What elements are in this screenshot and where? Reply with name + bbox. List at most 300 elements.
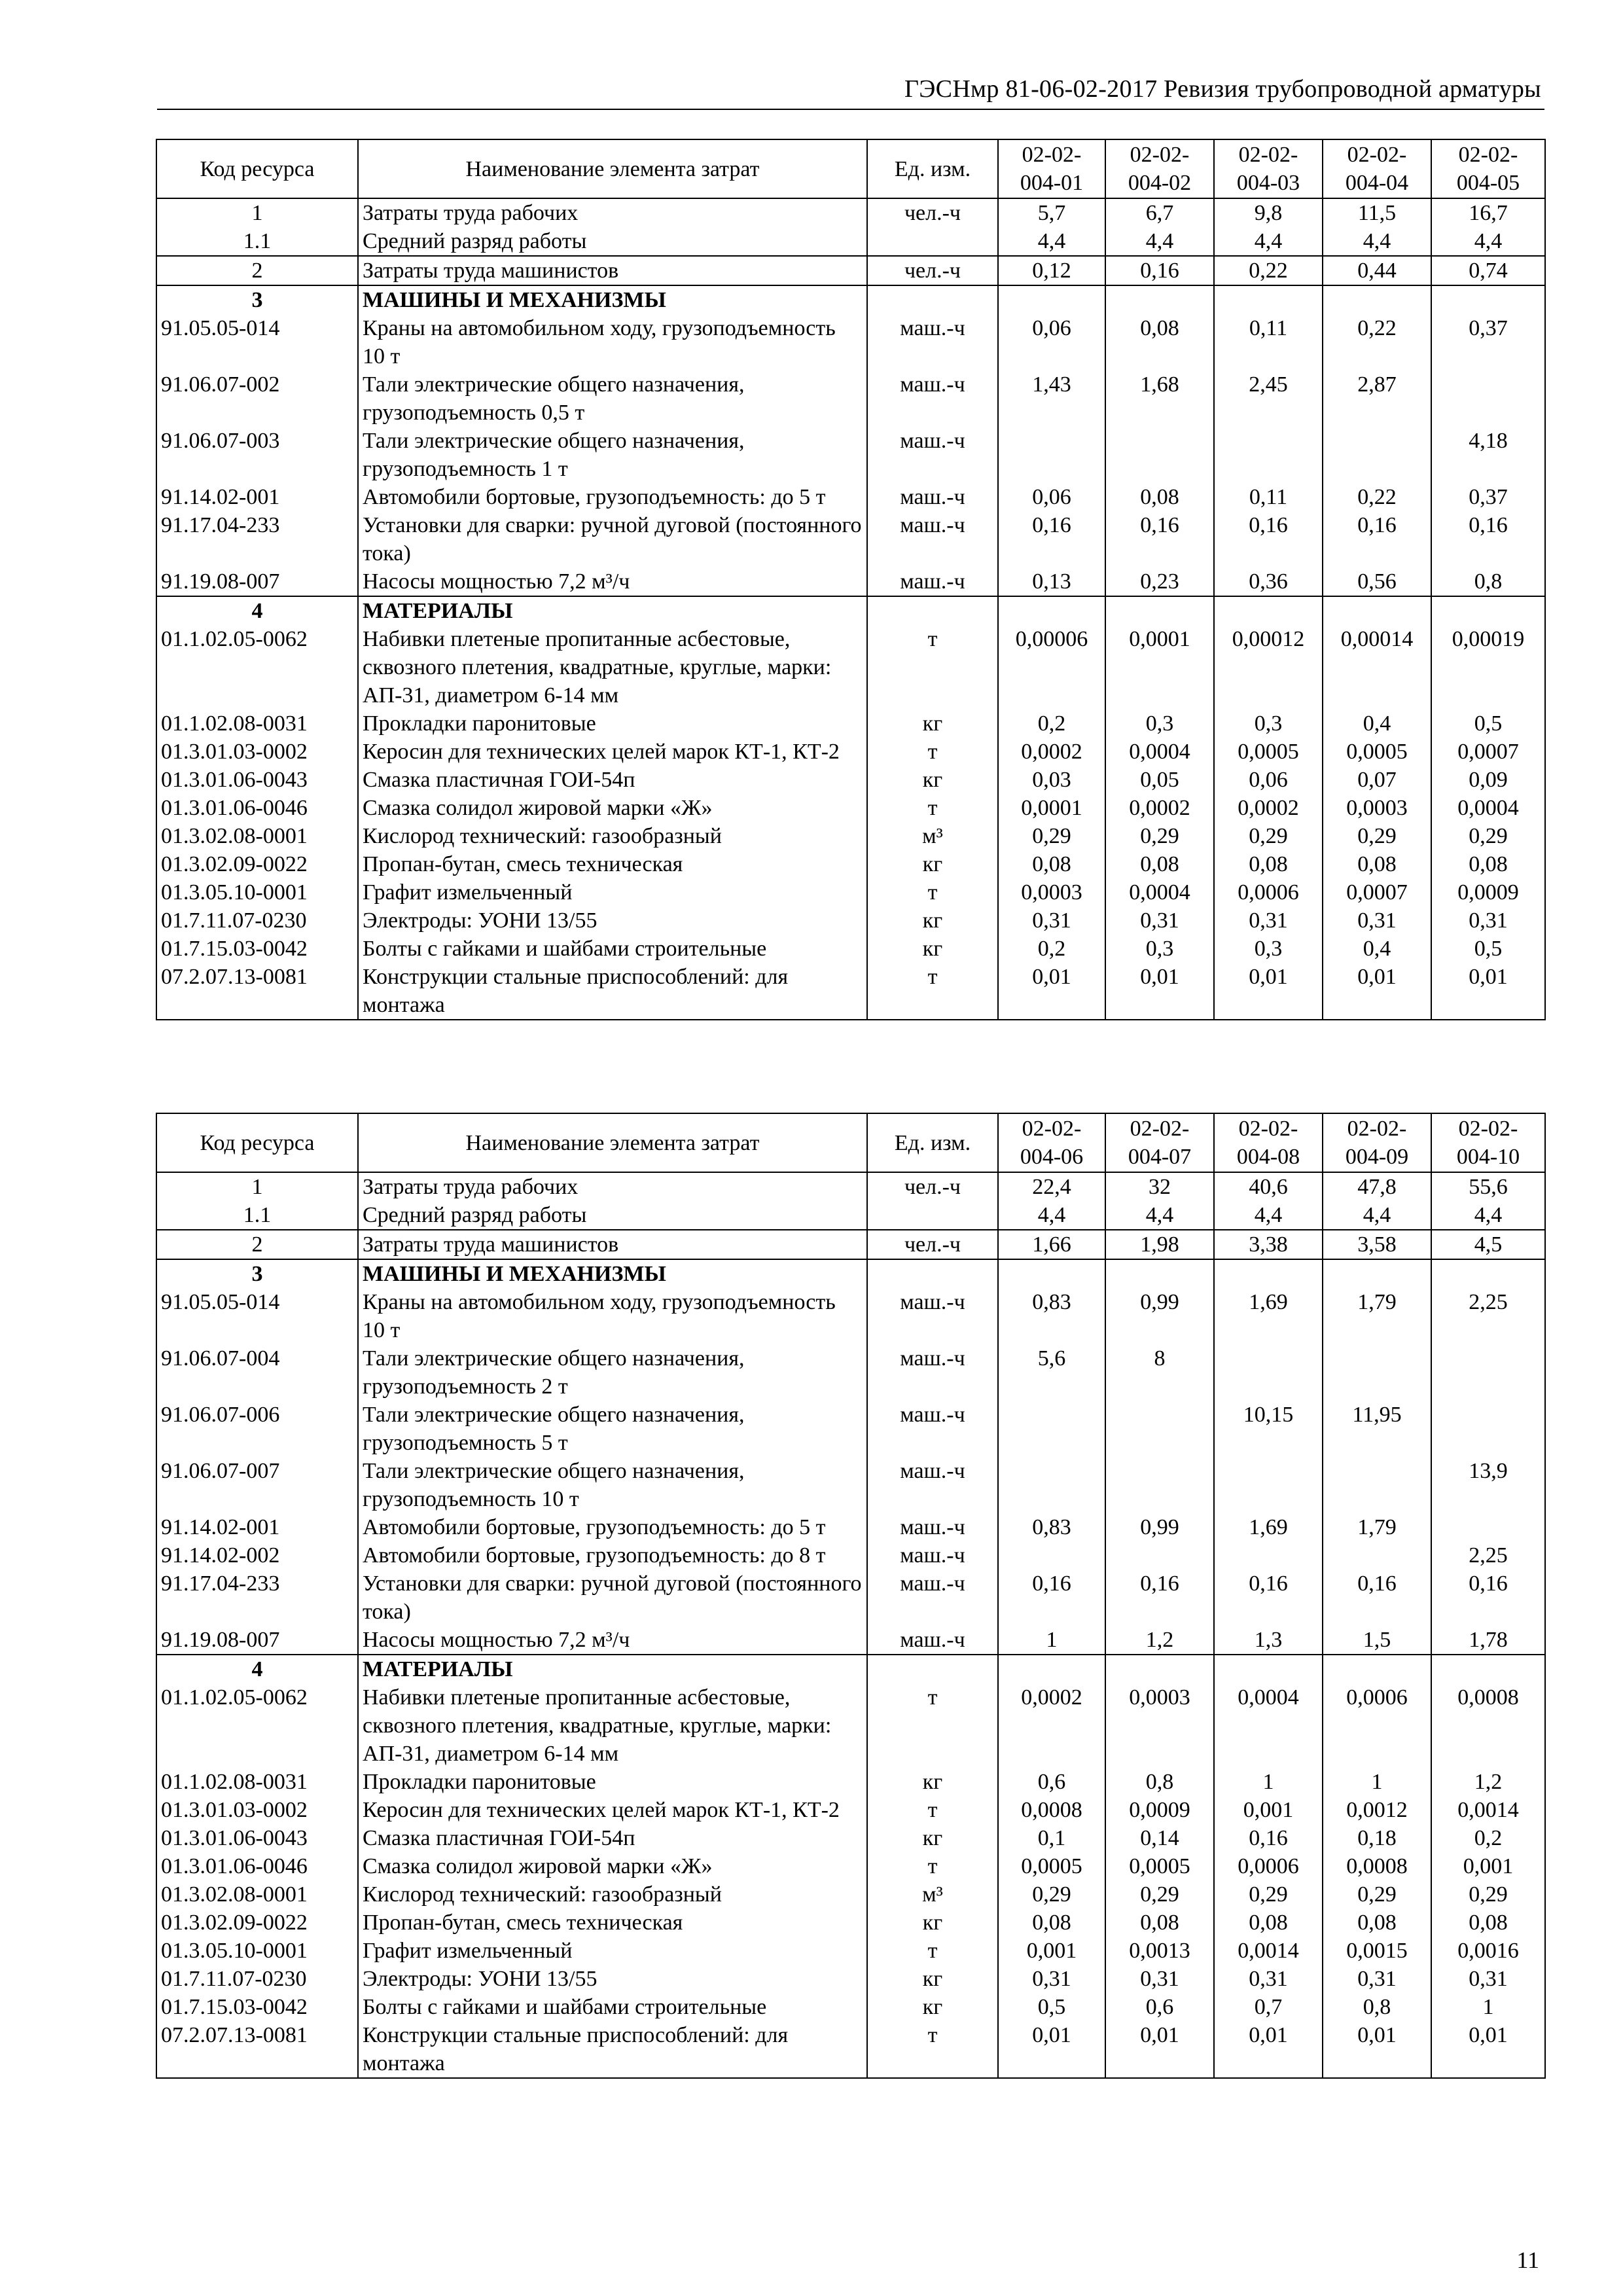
resource-code-cell: 91.06.07-006 [156, 1401, 358, 1457]
norm-value-cell [1323, 1457, 1431, 1513]
norm-value-cell: 8 [1105, 1344, 1214, 1401]
table-row [156, 567, 1545, 596]
resource-name-cell: Смазка солидол жировой марки «Ж» [358, 1852, 867, 1880]
unit-cell: маш.-ч [867, 427, 998, 483]
table-row [156, 1852, 1545, 1880]
resource-name-cell: Тали электрические общего назначения, грузоподъемность 0,5 т [358, 370, 867, 427]
table-row [156, 483, 1545, 511]
norm-value-cell: 0,09 [1431, 766, 1545, 794]
resource-code-cell: 91.19.08-007 [156, 1626, 358, 1655]
norm-value-cell [1431, 285, 1545, 314]
norm-value-cell: 22,4 [998, 1172, 1105, 1201]
resource-code-cell: 4 [156, 1655, 358, 1683]
norm-value-cell: 0,29 [998, 822, 1105, 850]
norm-value-cell: 0,16 [1323, 1570, 1431, 1626]
norm-value-cell: 47,8 [1323, 1172, 1431, 1201]
resource-code-cell: 91.17.04-233 [156, 511, 358, 567]
resource-code-cell: 01.3.01.06-0046 [156, 1852, 358, 1880]
norm-code-prefix: 02-02- [1458, 1117, 1518, 1141]
norm-value-cell: 0,16 [1105, 1570, 1214, 1626]
norm-code-suffix: 004-10 [1456, 1145, 1520, 1169]
norm-value-cell: 0,11 [1214, 483, 1323, 511]
norm-value-cell: 2,87 [1323, 370, 1431, 427]
norm-value-cell: 2,45 [1214, 370, 1323, 427]
column-header-norm [1105, 1113, 1214, 1172]
unit-cell: м³ [867, 822, 998, 850]
norm-value-cell: 0,2 [1431, 1824, 1545, 1852]
norm-value-cell: 4,18 [1431, 427, 1545, 483]
norm-value-cell: 0,05 [1105, 766, 1214, 794]
norm-value-cell: 0,0008 [1431, 1683, 1545, 1768]
unit-cell [867, 1259, 998, 1288]
resource-code-cell: 01.3.05.10-0001 [156, 1937, 358, 1965]
resource-code-cell: 07.2.07.13-0081 [156, 2021, 358, 2078]
norm-value-cell [998, 1655, 1105, 1683]
resource-table-2 [156, 1113, 1546, 2079]
norm-value-cell: 0,08 [1323, 1909, 1431, 1937]
norm-value-cell [998, 285, 1105, 314]
resource-name-cell: Набивки плетеные пропитанные асбестовые, сквозного плетения, квадратные, круглые, марки: АП-31, диаметром 6-14 мм [358, 625, 867, 709]
norm-value-cell: 0,56 [1323, 567, 1431, 596]
resource-code-cell: 01.1.02.08-0031 [156, 709, 358, 738]
norm-value-cell: 0,0002 [998, 738, 1105, 766]
norm-code-suffix: 004-09 [1345, 1145, 1409, 1169]
resource-name-cell: Затраты труда рабочих [358, 1172, 867, 1201]
unit-cell: кг [867, 1909, 998, 1937]
norm-value-cell: 0,29 [1431, 822, 1545, 850]
norm-value-cell: 0,44 [1323, 256, 1431, 285]
resource-code-cell: 01.7.15.03-0042 [156, 1993, 358, 2021]
unit-cell: маш.-ч [867, 1344, 998, 1401]
norm-value-cell [998, 427, 1105, 483]
norm-value-cell: 11,5 [1323, 198, 1431, 227]
norm-value-cell: 0,001 [1431, 1852, 1545, 1880]
column-header-norm [1214, 139, 1323, 198]
norm-value-cell: 0,08 [1105, 314, 1214, 370]
resource-name-cell: Конструкции стальные приспособлений: для монтажа [358, 963, 867, 1020]
norm-value-cell [998, 1541, 1105, 1570]
unit-cell: маш.-ч [867, 1513, 998, 1541]
norm-value-cell: 0,3 [1214, 935, 1323, 963]
resource-name-cell: Электроды: УОНИ 13/55 [358, 1965, 867, 1993]
unit-cell: т [867, 878, 998, 906]
norm-value-cell: 0,3 [1214, 709, 1323, 738]
norm-value-cell: 0,5 [998, 1993, 1105, 2021]
column-header-norm [998, 1113, 1105, 1172]
table-header [156, 1113, 1545, 1172]
norm-value-cell: 0,0014 [1214, 1937, 1323, 1965]
unit-cell: кг [867, 850, 998, 878]
unit-cell: кг [867, 1965, 998, 1993]
resource-code-cell: 01.1.02.05-0062 [156, 1683, 358, 1768]
norm-value-cell: 2,25 [1431, 1541, 1545, 1570]
unit-cell: кг [867, 1993, 998, 2021]
column-header-name: Наименование элемента затрат [358, 139, 867, 198]
norm-value-cell: 0,31 [1214, 1965, 1323, 1993]
section-row [156, 285, 1545, 314]
norm-value-cell: 0,06 [1214, 766, 1323, 794]
table-row [156, 227, 1545, 256]
norm-value-cell [1105, 596, 1214, 625]
norm-value-cell: 11,95 [1323, 1401, 1431, 1457]
norm-value-cell: 0,08 [1431, 1909, 1545, 1937]
norm-value-cell: 0,01 [1105, 2021, 1214, 2078]
norm-value-cell: 0,1 [998, 1824, 1105, 1852]
norm-value-cell: 0,0014 [1431, 1796, 1545, 1824]
norm-value-cell: 0,06 [998, 483, 1105, 511]
norm-value-cell: 0,13 [998, 567, 1105, 596]
resource-name-cell: Смазка солидол жировой марки «Ж» [358, 794, 867, 822]
norm-value-cell: 0,0005 [998, 1852, 1105, 1880]
norm-value-cell: 0,29 [1323, 822, 1431, 850]
norm-value-cell [998, 1259, 1105, 1288]
norm-value-cell [1105, 1401, 1214, 1457]
resource-name-cell: Конструкции стальные приспособлений: для монтажа [358, 2021, 867, 2078]
norm-value-cell: 0,83 [998, 1288, 1105, 1344]
norm-value-cell [1214, 1655, 1323, 1683]
norm-value-cell: 0,22 [1214, 256, 1323, 285]
unit-cell: кг [867, 1824, 998, 1852]
norm-value-cell [1323, 1655, 1431, 1683]
column-header-unit: Ед. изм. [867, 139, 998, 198]
resource-name-cell: Затраты труда машинистов [358, 1230, 867, 1259]
resource-name-cell: МАТЕРИАЛЫ [358, 1655, 867, 1683]
norm-value-cell: 0,0009 [1105, 1796, 1214, 1824]
table-row [156, 1626, 1545, 1655]
unit-cell: т [867, 794, 998, 822]
norm-value-cell: 0,08 [1323, 850, 1431, 878]
norm-value-cell: 5,7 [998, 198, 1105, 227]
norm-value-cell: 0,0008 [998, 1796, 1105, 1824]
table-row [156, 822, 1545, 850]
norm-value-cell: 1 [1323, 1768, 1431, 1796]
resource-name-cell: Насосы мощностью 7,2 м³/ч [358, 1626, 867, 1655]
norm-value-cell: 1,69 [1214, 1513, 1323, 1541]
unit-cell [867, 1655, 998, 1683]
norm-value-cell: 0,0004 [1105, 738, 1214, 766]
norm-value-cell: 1,98 [1105, 1230, 1214, 1259]
norm-value-cell: 0,29 [1431, 1880, 1545, 1909]
norm-code-prefix: 02-02- [1022, 143, 1082, 167]
table-row [156, 794, 1545, 822]
norm-value-cell: 0,00006 [998, 625, 1105, 709]
resource-code-cell: 91.06.07-004 [156, 1344, 358, 1401]
norm-value-cell [1214, 1259, 1323, 1288]
resource-code-cell: 01.3.05.10-0001 [156, 878, 358, 906]
norm-value-cell: 0,0016 [1431, 1937, 1545, 1965]
norm-value-cell: 0,36 [1214, 567, 1323, 596]
norm-code-prefix: 02-02- [1238, 1117, 1298, 1141]
unit-cell: м³ [867, 1880, 998, 1909]
norm-value-cell: 1,66 [998, 1230, 1105, 1259]
resource-name-cell: Графит измельченный [358, 1937, 867, 1965]
norm-value-cell: 0,01 [1105, 963, 1214, 1020]
norm-value-cell: 0,0003 [1323, 794, 1431, 822]
resource-code-cell: 01.7.11.07-0230 [156, 906, 358, 935]
norm-value-cell: 4,4 [998, 227, 1105, 256]
norm-value-cell: 1,5 [1323, 1626, 1431, 1655]
norm-value-cell: 0,0004 [1105, 878, 1214, 906]
unit-cell: т [867, 1796, 998, 1824]
resource-name-cell: Электроды: УОНИ 13/55 [358, 906, 867, 935]
section-row [156, 1655, 1545, 1683]
table-row [156, 625, 1545, 709]
norm-code-suffix: 004-05 [1456, 171, 1520, 195]
table-row [156, 878, 1545, 906]
unit-cell: маш.-ч [867, 567, 998, 596]
norm-code-suffix: 004-07 [1128, 1145, 1192, 1169]
resource-code-cell: 01.3.01.03-0002 [156, 1796, 358, 1824]
table-row [156, 738, 1545, 766]
norm-value-cell [1214, 1541, 1323, 1570]
unit-cell: маш.-ч [867, 1288, 998, 1344]
norm-value-cell: 0,31 [1214, 906, 1323, 935]
table-row [156, 1909, 1545, 1937]
unit-cell: кг [867, 935, 998, 963]
resource-code-cell: 01.7.11.07-0230 [156, 1965, 358, 1993]
unit-cell: маш.-ч [867, 314, 998, 370]
norm-value-cell: 0,03 [998, 766, 1105, 794]
norm-value-cell: 2,25 [1431, 1288, 1545, 1344]
resource-code-cell: 2 [156, 256, 358, 285]
norm-value-cell: 0,16 [1431, 1570, 1545, 1626]
resource-code-cell: 91.19.08-007 [156, 567, 358, 596]
resource-code-cell: 91.14.02-002 [156, 1541, 358, 1570]
table-row [156, 1288, 1545, 1344]
resource-code-cell: 91.06.07-007 [156, 1457, 358, 1513]
norm-value-cell: 0,0012 [1323, 1796, 1431, 1824]
table-row [156, 314, 1545, 370]
norm-value-cell: 3,58 [1323, 1230, 1431, 1259]
norm-value-cell [1323, 1259, 1431, 1288]
table-header [156, 139, 1545, 198]
norm-value-cell [1105, 285, 1214, 314]
resource-code-cell: 91.06.07-002 [156, 370, 358, 427]
norm-value-cell: 0,8 [1105, 1768, 1214, 1796]
resource-code-cell: 01.3.01.06-0046 [156, 794, 358, 822]
resource-name-cell: Тали электрические общего назначения, грузоподъемность 10 т [358, 1457, 867, 1513]
unit-cell: т [867, 963, 998, 1020]
norm-value-cell: 0,16 [1214, 1824, 1323, 1852]
norm-value-cell: 0,3 [1105, 709, 1214, 738]
norm-value-cell: 3,38 [1214, 1230, 1323, 1259]
resource-code-cell: 01.7.15.03-0042 [156, 935, 358, 963]
norm-code-prefix: 02-02- [1130, 143, 1190, 167]
norm-value-cell: 1,69 [1214, 1288, 1323, 1344]
resource-code-cell: 1.1 [156, 1201, 358, 1230]
norm-value-cell: 0,31 [1323, 1965, 1431, 1993]
unit-cell: кг [867, 766, 998, 794]
norm-value-cell [1323, 596, 1431, 625]
norm-value-cell [1431, 596, 1545, 625]
norm-value-cell: 0,29 [1105, 822, 1214, 850]
norm-value-cell: 0,5 [1431, 935, 1545, 963]
unit-cell: т [867, 625, 998, 709]
table-row [156, 935, 1545, 963]
norm-value-cell [998, 1401, 1105, 1457]
norm-value-cell: 0,0006 [1323, 1683, 1431, 1768]
table-row [156, 1824, 1545, 1852]
unit-cell: т [867, 1683, 998, 1768]
norm-value-cell: 0,16 [1105, 511, 1214, 567]
resource-name-cell: МАШИНЫ И МЕХАНИЗМЫ [358, 285, 867, 314]
resource-code-cell: 01.3.02.09-0022 [156, 1909, 358, 1937]
resource-name-cell: Прокладки паронитовые [358, 709, 867, 738]
norm-value-cell: 0,001 [998, 1937, 1105, 1965]
resource-code-cell: 01.3.01.03-0002 [156, 738, 358, 766]
norm-value-cell: 0,0001 [998, 794, 1105, 822]
resource-name-cell: Установки для сварки: ручной дуговой (постоянного тока) [358, 1570, 867, 1626]
norm-value-cell: 0,74 [1431, 256, 1545, 285]
norm-value-cell: 0,01 [1431, 963, 1545, 1020]
table-row [156, 2021, 1545, 2078]
table-row [156, 370, 1545, 427]
norm-code-prefix: 02-02- [1022, 1117, 1082, 1141]
resource-name-cell: Графит измельченный [358, 878, 867, 906]
norm-value-cell [1431, 1655, 1545, 1683]
column-header-norm [1323, 1113, 1431, 1172]
norm-value-cell: 0,16 [1431, 511, 1545, 567]
norm-value-cell: 0,0013 [1105, 1937, 1214, 1965]
norm-value-cell: 0,0003 [998, 878, 1105, 906]
norm-value-cell [1214, 1457, 1323, 1513]
norm-value-cell: 0,0001 [1105, 625, 1214, 709]
resource-name-cell: Насосы мощностью 7,2 м³/ч [358, 567, 867, 596]
norm-value-cell: 0,07 [1323, 766, 1431, 794]
norm-value-cell [1214, 1344, 1323, 1401]
norm-value-cell: 0,0002 [1105, 794, 1214, 822]
resource-name-cell: Средний разряд работы [358, 1201, 867, 1230]
norm-value-cell: 0,8 [1431, 567, 1545, 596]
norm-value-cell: 0,22 [1323, 483, 1431, 511]
table-row [156, 906, 1545, 935]
table-row [156, 511, 1545, 567]
norm-value-cell [998, 596, 1105, 625]
norm-value-cell: 1,2 [1105, 1626, 1214, 1655]
table-row [156, 1965, 1545, 1993]
table-body [156, 198, 1545, 1020]
norm-value-cell: 0,0007 [1431, 738, 1545, 766]
norm-code-prefix: 02-02- [1458, 143, 1518, 167]
norm-value-cell [1323, 427, 1431, 483]
column-header-code: Код ресурса [156, 139, 358, 198]
resource-name-cell: Смазка пластичная ГОИ-54п [358, 766, 867, 794]
norm-value-cell: 0,08 [1105, 1909, 1214, 1937]
norm-value-cell: 0,3 [1105, 935, 1214, 963]
norm-value-cell: 0,01 [998, 2021, 1105, 2078]
norm-value-cell [1214, 596, 1323, 625]
column-header-norm [1214, 1113, 1323, 1172]
norm-value-cell: 1,2 [1431, 1768, 1545, 1796]
unit-cell: т [867, 1937, 998, 1965]
resource-code-cell: 01.3.02.08-0001 [156, 1880, 358, 1909]
resource-name-cell: Краны на автомобильном ходу, грузоподъемность 10 т [358, 1288, 867, 1344]
norm-value-cell: 0,29 [998, 1880, 1105, 1909]
norm-value-cell: 4,4 [1105, 1201, 1214, 1230]
norm-value-cell: 0,0006 [1214, 1852, 1323, 1880]
norm-value-cell [1431, 1259, 1545, 1288]
norm-value-cell [1323, 1344, 1431, 1401]
resource-code-cell: 91.05.05-014 [156, 314, 358, 370]
norm-value-cell: 0,01 [1214, 2021, 1323, 2078]
unit-cell: кг [867, 906, 998, 935]
norm-value-cell: 0,4 [1323, 709, 1431, 738]
unit-cell: т [867, 2021, 998, 2078]
norm-value-cell [1431, 1513, 1545, 1541]
norm-value-cell: 0,16 [1214, 1570, 1323, 1626]
resource-code-cell: 1 [156, 198, 358, 227]
table-row [156, 1683, 1545, 1768]
resource-name-cell: Автомобили бортовые, грузоподъемность: до 5 т [358, 1513, 867, 1541]
norm-value-cell: 1,68 [1105, 370, 1214, 427]
norm-value-cell: 0,11 [1214, 314, 1323, 370]
resource-name-cell: Кислород технический: газообразный [358, 1880, 867, 1909]
norm-value-cell: 1 [1431, 1993, 1545, 2021]
unit-cell [867, 596, 998, 625]
resource-name-cell: Тали электрические общего назначения, грузоподъемность 5 т [358, 1401, 867, 1457]
norm-value-cell: 0,0003 [1105, 1683, 1214, 1768]
table-body [156, 1172, 1545, 2078]
table-row [156, 1201, 1545, 1230]
norm-value-cell: 0,8 [1323, 1993, 1431, 2021]
resource-name-cell: Затраты труда машинистов [358, 256, 867, 285]
norm-code-prefix: 02-02- [1130, 1117, 1190, 1141]
norm-value-cell: 4,5 [1431, 1230, 1545, 1259]
unit-cell: т [867, 1852, 998, 1880]
resource-code-cell: 91.05.05-014 [156, 1288, 358, 1344]
norm-value-cell: 6,7 [1105, 198, 1214, 227]
resource-code-cell: 01.1.02.08-0031 [156, 1768, 358, 1796]
norm-value-cell [1214, 427, 1323, 483]
norm-value-cell [1105, 1655, 1214, 1683]
unit-cell: кг [867, 1768, 998, 1796]
norm-value-cell: 0,16 [998, 511, 1105, 567]
norm-value-cell: 0,23 [1105, 567, 1214, 596]
table-row [156, 709, 1545, 738]
norm-value-cell: 1 [1214, 1768, 1323, 1796]
norm-value-cell: 0,31 [1323, 906, 1431, 935]
norm-value-cell: 55,6 [1431, 1172, 1545, 1201]
resource-code-cell: 91.14.02-001 [156, 1513, 358, 1541]
resource-code-cell: 2 [156, 1230, 358, 1259]
table-row [156, 1513, 1545, 1541]
norm-value-cell: 1 [998, 1626, 1105, 1655]
norm-value-cell: 0,08 [1214, 1909, 1323, 1937]
resource-code-cell: 01.3.02.08-0001 [156, 822, 358, 850]
norm-value-cell: 0,6 [998, 1768, 1105, 1796]
norm-value-cell: 0,0005 [1323, 738, 1431, 766]
column-header-name: Наименование элемента затрат [358, 1113, 867, 1172]
table-row [156, 1230, 1545, 1259]
norm-value-cell: 0,08 [1431, 850, 1545, 878]
norm-code-prefix: 02-02- [1347, 1117, 1407, 1141]
unit-cell: маш.-ч [867, 1626, 998, 1655]
norm-value-cell [1323, 285, 1431, 314]
unit-cell: маш.-ч [867, 483, 998, 511]
norm-value-cell: 40,6 [1214, 1172, 1323, 1201]
norm-value-cell: 0,6 [1105, 1993, 1214, 2021]
norm-value-cell: 0,29 [1105, 1880, 1214, 1909]
unit-cell [867, 1201, 998, 1230]
norm-value-cell: 0,0007 [1323, 878, 1431, 906]
norm-value-cell: 0,01 [1323, 2021, 1431, 2078]
norm-value-cell: 0,0015 [1323, 1937, 1431, 1965]
resource-name-cell: Автомобили бортовые, грузоподъемность: до 5 т [358, 483, 867, 511]
norm-value-cell: 1,43 [998, 370, 1105, 427]
unit-cell: чел.-ч [867, 198, 998, 227]
norm-value-cell: 0,00012 [1214, 625, 1323, 709]
norm-value-cell: 0,37 [1431, 483, 1545, 511]
